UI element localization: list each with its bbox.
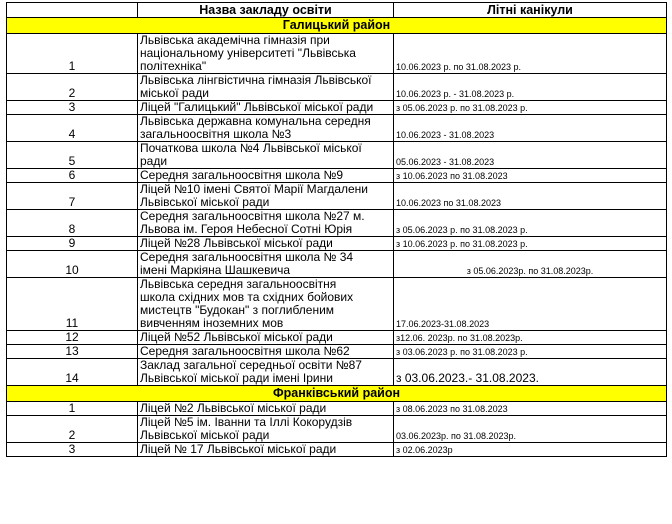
school-name-line: Львівська державна комунальна середня	[140, 114, 371, 128]
school-name	[138, 402, 394, 416]
row-number: 5	[7, 142, 138, 169]
table-row	[7, 142, 667, 169]
table-row	[7, 416, 667, 443]
table-row	[7, 169, 667, 183]
school-name-line: вивченням іноземних мов	[140, 316, 284, 330]
row-number: 1	[7, 34, 138, 74]
table-row	[7, 210, 667, 237]
school-name	[138, 34, 394, 74]
school-name-line: ради	[140, 154, 168, 168]
table-row	[7, 237, 667, 251]
row-number: 6	[7, 169, 138, 183]
school-name	[138, 359, 394, 386]
row-number: 13	[7, 345, 138, 359]
vacation-dates: 10.06.2023 р. - 31.08.2023 р.	[394, 74, 667, 101]
vacation-dates: 10.06.2023 по 31.08.2023	[394, 183, 667, 210]
district-title: Франківський район	[7, 386, 667, 402]
vacation-table	[6, 2, 667, 457]
vacation-dates: 05.06.2023 - 31.08.2023	[394, 142, 667, 169]
row-number: 3	[7, 443, 138, 457]
vacation-dates: 03.06.2023р. по 31.08.2023р.	[394, 416, 667, 443]
vacation-dates: з 10.06.2023 по 31.08.2023	[394, 169, 667, 183]
school-name	[138, 237, 394, 251]
table-row	[7, 74, 667, 101]
school-name-line: Ліцей № 17 Львівської міської ради	[140, 442, 337, 456]
vacation-dates: з 03.06.2023.- 31.08.2023.	[394, 359, 667, 386]
school-name	[138, 169, 394, 183]
table-row	[7, 183, 667, 210]
row-number: 7	[7, 183, 138, 210]
row-number: 3	[7, 101, 138, 115]
school-name-line: Ліцей №10 імені Святої Марії Магдалени	[140, 182, 369, 196]
school-name-line: Ліцей "Галицький" Львівської міської ради	[140, 100, 374, 114]
school-name-line: Львівська лінгвістична гімназія Львівської	[140, 73, 372, 87]
table-row	[7, 331, 667, 345]
school-name-line: Середня загальноосвітня школа №62	[140, 344, 350, 358]
vacation-dates: 10.06.2023 - 31.08.2023	[394, 115, 667, 142]
school-name	[138, 74, 394, 101]
table-row	[7, 402, 667, 416]
school-name	[138, 251, 394, 278]
table-row	[7, 278, 667, 331]
school-name-line: загальноосвітня школа №3	[140, 127, 292, 141]
school-name-line: Львівської міської ради	[140, 428, 270, 442]
district-title: Галицький район	[7, 18, 667, 34]
header-name: Назва закладу освіти	[138, 3, 394, 18]
school-name	[138, 183, 394, 210]
school-name-line: Львівської міської ради	[140, 195, 270, 209]
vacation-dates: з 08.06.2023 по 31.08.2023	[394, 402, 667, 416]
school-name-line: Львівська середня загальноосвітня	[140, 277, 337, 291]
vacation-dates: 10.06.2023 р. по 31.08.2023 р.	[394, 34, 667, 74]
school-name	[138, 142, 394, 169]
school-name-line: Ліцей №52 Львівської міської ради	[140, 330, 333, 344]
school-name	[138, 416, 394, 443]
district-row	[7, 18, 667, 34]
school-name-line: Заклад загальної середньої освіти №87	[140, 358, 362, 372]
row-number: 2	[7, 74, 138, 101]
row-number: 8	[7, 210, 138, 237]
school-name-line: Львівської міської ради імені Ірини	[140, 371, 333, 385]
school-name	[138, 443, 394, 457]
row-number: 4	[7, 115, 138, 142]
table-row	[7, 34, 667, 74]
vacation-dates: з 05.06.2023р. по 31.08.2023р.	[394, 251, 667, 278]
district-row	[7, 386, 667, 402]
school-name-line: Ліцей №5 ім. Іванни та Іллі Кокорудзів	[140, 415, 353, 429]
row-number: 1	[7, 402, 138, 416]
table-row	[7, 359, 667, 386]
vacation-dates: з 03.06.2023 р. по 31.08.2023 р.	[394, 345, 667, 359]
vacation-dates: з 05.06.2023 р. по 31.08.2023 р.	[394, 101, 667, 115]
table-row	[7, 251, 667, 278]
vacation-dates: з12.06. 2023р. по 31.08.2023р.	[394, 331, 667, 345]
school-name-line: Середня загальноосвітня школа № 34	[140, 250, 354, 264]
row-number: 11	[7, 278, 138, 331]
school-name-line: Ліцей №2 Львівської міської ради	[140, 401, 327, 415]
school-name-line: Середня загальноосвітня школа №27 м.	[140, 209, 365, 223]
vacation-dates: 17.06.2023-31.08.2023	[394, 278, 667, 331]
school-name-line: національному університеті "Львівська	[140, 46, 356, 60]
school-name	[138, 345, 394, 359]
header-num	[7, 3, 138, 18]
school-name-line: Середня загальноосвітня школа №9	[140, 168, 344, 182]
row-number: 10	[7, 251, 138, 278]
header-dates: Літні канікули	[394, 3, 667, 18]
header-row	[7, 3, 667, 18]
school-name-line: міської ради	[140, 86, 209, 100]
vacation-dates: з 10.06.2023 р. по 31.08.2023 р.	[394, 237, 667, 251]
table-row	[7, 115, 667, 142]
school-name-line: Початкова школа №4 Львівської міської	[140, 141, 362, 155]
school-name	[138, 331, 394, 345]
row-number: 9	[7, 237, 138, 251]
school-name	[138, 115, 394, 142]
school-name-line: імені Маркіяна Шашкевича	[140, 263, 291, 277]
school-name	[138, 210, 394, 237]
row-number: 2	[7, 416, 138, 443]
table-row	[7, 443, 667, 457]
row-number: 12	[7, 331, 138, 345]
table-row	[7, 101, 667, 115]
school-name-line: політехніка"	[140, 59, 207, 73]
school-name-line: Львівська академічна гімназія при	[140, 33, 330, 47]
school-name-line: школа східних мов та східних бойових	[140, 290, 354, 304]
school-name-line: мистецтв "Будокан" з поглибленим	[140, 303, 335, 317]
vacation-dates: з 02.06.2023р	[394, 443, 667, 457]
vacation-dates: з 05.06.2023 р. по 31.08.2023 р.	[394, 210, 667, 237]
school-name-line: Ліцей №28 Львівської міської ради	[140, 236, 333, 250]
school-name	[138, 101, 394, 115]
school-name-line: Львова ім. Героя Небесної Сотні Юрія	[140, 222, 353, 236]
school-name	[138, 278, 394, 331]
row-number: 14	[7, 359, 138, 386]
table-row	[7, 345, 667, 359]
